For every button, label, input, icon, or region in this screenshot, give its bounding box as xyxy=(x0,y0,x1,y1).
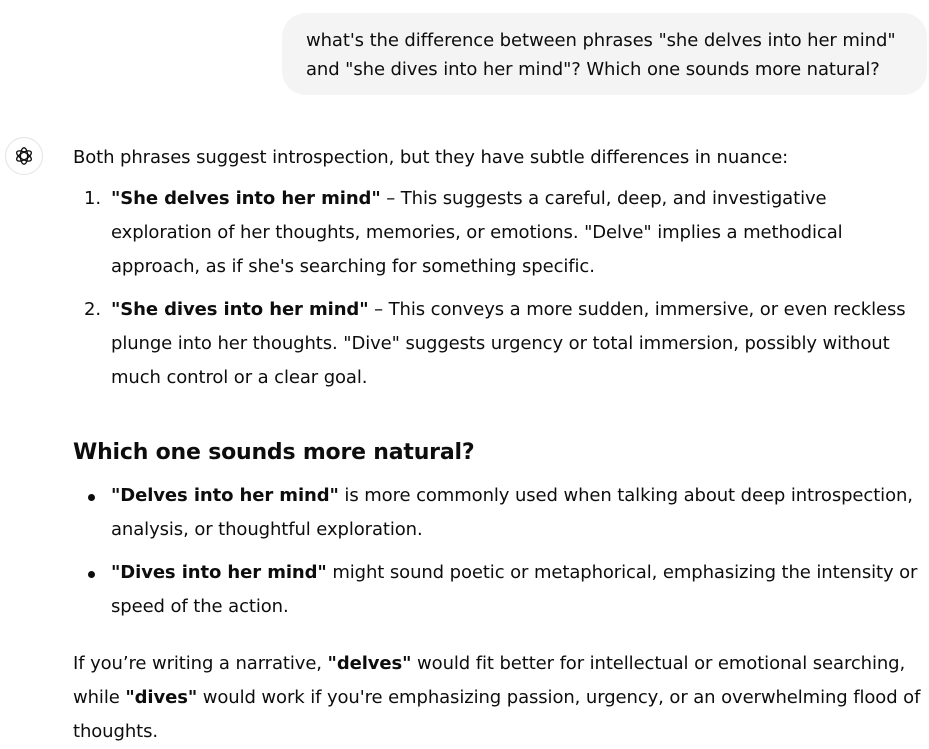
list-item-text: – This conveys a more sudden, immersive, or even reckless plunge into her thoughts. "Dive" suggests urgency or total immersion, possibly without much control or a clear goal. xyxy=(111,299,906,388)
list-item-text: – This suggests a careful, deep, and investigative exploration of her thoughts, memories, or emotions. "Delve" implies a methodical approach, as if she's searching for something specific. xyxy=(111,188,843,277)
list-item-text: might sound poetic or metaphorical, emphasizing the intensity or speed of the action. xyxy=(111,562,918,617)
closing-paragraph xyxy=(73,647,925,749)
bullet-dot xyxy=(88,571,95,578)
bullet-dot xyxy=(88,494,95,501)
list-item-bold: "She dives into her mind" xyxy=(111,299,369,320)
list-number: 1. xyxy=(84,188,101,209)
closing-bold-delves: "delves" xyxy=(327,653,412,674)
list-item xyxy=(73,479,925,547)
user-message-bubble xyxy=(282,13,927,95)
list-item-bold: "Delves into her mind" xyxy=(111,485,339,506)
list-item-bold: "Dives into her mind" xyxy=(111,562,327,583)
section-heading: Which one sounds more natural? xyxy=(73,440,475,465)
list-item xyxy=(73,182,925,284)
closing-text: If you’re writing a narrative, xyxy=(73,653,328,674)
list-item xyxy=(73,556,925,624)
bullet-list xyxy=(73,479,925,624)
numbered-list xyxy=(73,182,925,395)
closing-text: would work if you're emphasizing passion, urgency, or an overwhelming flood of thoughts. xyxy=(73,687,921,742)
list-item-text: is more commonly used when talking about deep introspection, analysis, or thoughtful exploration. xyxy=(111,485,913,540)
closing-bold-dives: "dives" xyxy=(125,687,198,708)
assistant-avatar xyxy=(5,137,43,175)
list-item-bold: "She delves into her mind" xyxy=(111,188,381,209)
intro-text: Both phrases suggest introspection, but they have subtle differences in nuance: xyxy=(73,147,789,168)
list-number: 2. xyxy=(84,299,101,320)
user-message-text: what's the difference between phrases "she delves into her mind" and "she dives into her mind"? Which one sounds more natural? xyxy=(306,30,896,80)
closing-text: would fit better for intellectual or emotional searching, while xyxy=(73,653,906,708)
list-item xyxy=(73,293,925,395)
openai-logo-icon xyxy=(12,144,36,168)
assistant-message xyxy=(73,143,925,749)
